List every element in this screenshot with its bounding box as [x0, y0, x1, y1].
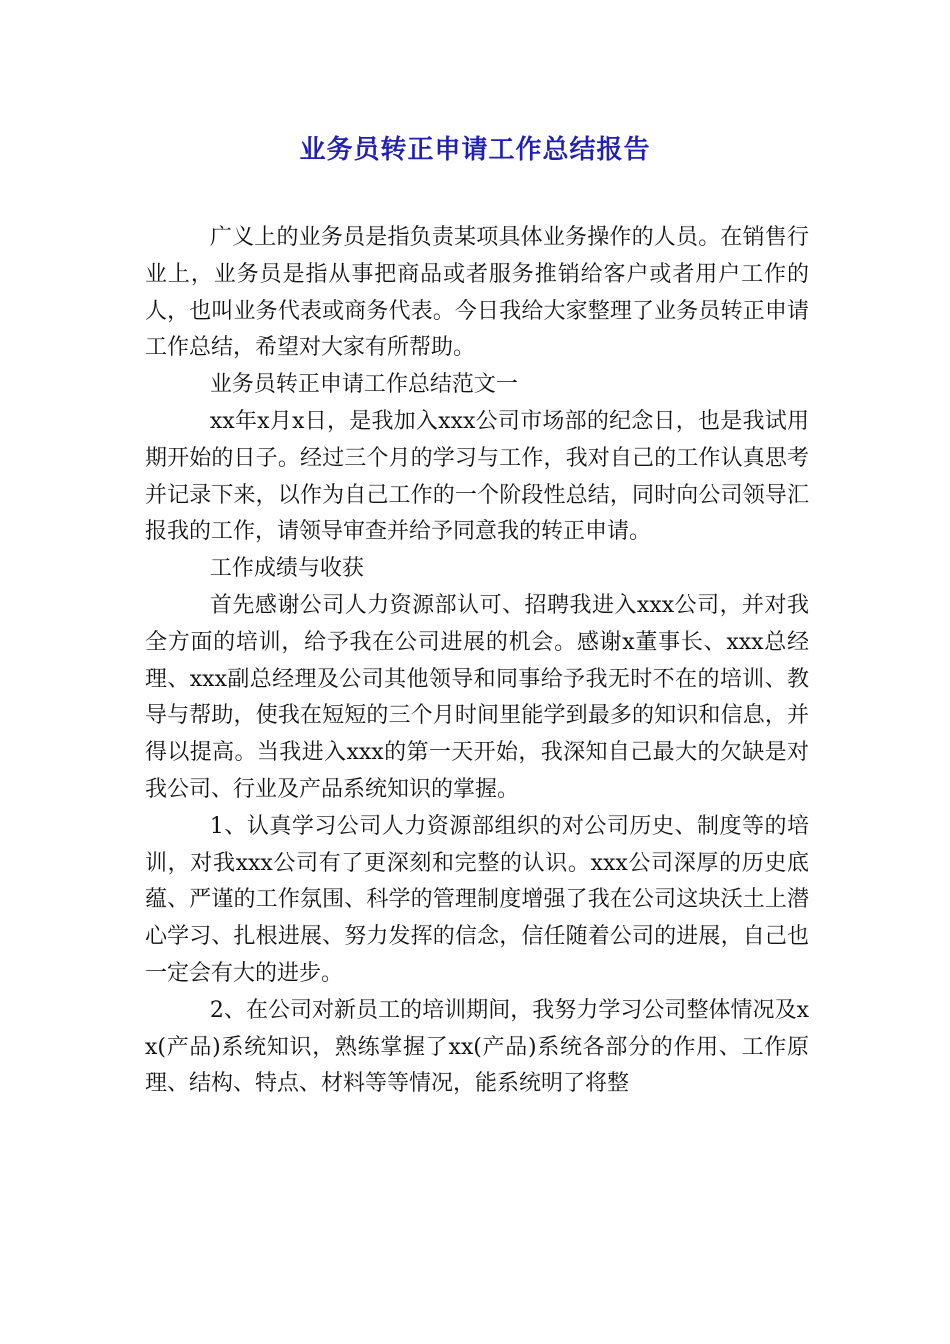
paragraph-item-1: 1、认真学习公司人力资源部组织的对公司历史、制度等的培训，对我xxx公司有了更深刻和完整的认识。xxx公司深厚的历史底蕴、严谨的工作氛围、科学的管理制度增强了我在公司这块沃土上潜心学习、扎根进展、努力发挥的信念，信任随着公司的进展，自己也一定会有大的进步。 [145, 813, 809, 986]
section-heading-sample-one: 业务员转正申请工作总结范文一 [209, 372, 518, 398]
document-body [145, 220, 809, 1103]
section-heading-achievements: 工作成绩与收获 [209, 556, 364, 582]
paragraph-intro: 广义上的业务员是指负责某项具体业务操作的人员。在销售行业上，业务员是指从事把商品或者服务推销给客户或者用户工作的人，也叫业务代表或商务代表。今日我给大家整理了业务员转正申请工作总结，希望对大家有所帮助。 [145, 225, 809, 361]
paragraph-item-2: 2、在公司对新员工的培训期间，我努力学习公司整体情况及xx(产品)系统知识，熟练掌握了xx(产品)系统各部分的作用、工作原理、结构、特点、材料等等情况，能系统明了将整 [145, 997, 809, 1097]
paragraph-thanks: 首先感谢公司人力资源部认可、招聘我进入xxx公司，并对我全方面的培训，给予我在公司进展的机会。感谢x董事长、xxx总经理、xxx副总经理及公司其他领导和同事给予我无时不在的培训、教导与帮助，使我在短短的三个月时间里能学到最多的知识和信息，并得以提高。当我进入xxx的第一天开始，我深知自己最大的欠缺是对我公司、行业及产品系统知识的掌握。 [145, 592, 809, 802]
paragraph-probation-start: xx年x月x日，是我加入xxx公司市场部的纪念日，也是我试用期开始的日子。经过三个月的学习与工作，我对自己的工作认真思考并记录下来，以作为自己工作的一个阶段性总结，同时向公司领导汇报我的工作，请领导审查并给予同意我的转正申请。 [145, 408, 809, 545]
document-title: 业务员转正申请工作总结报告 [299, 135, 651, 165]
